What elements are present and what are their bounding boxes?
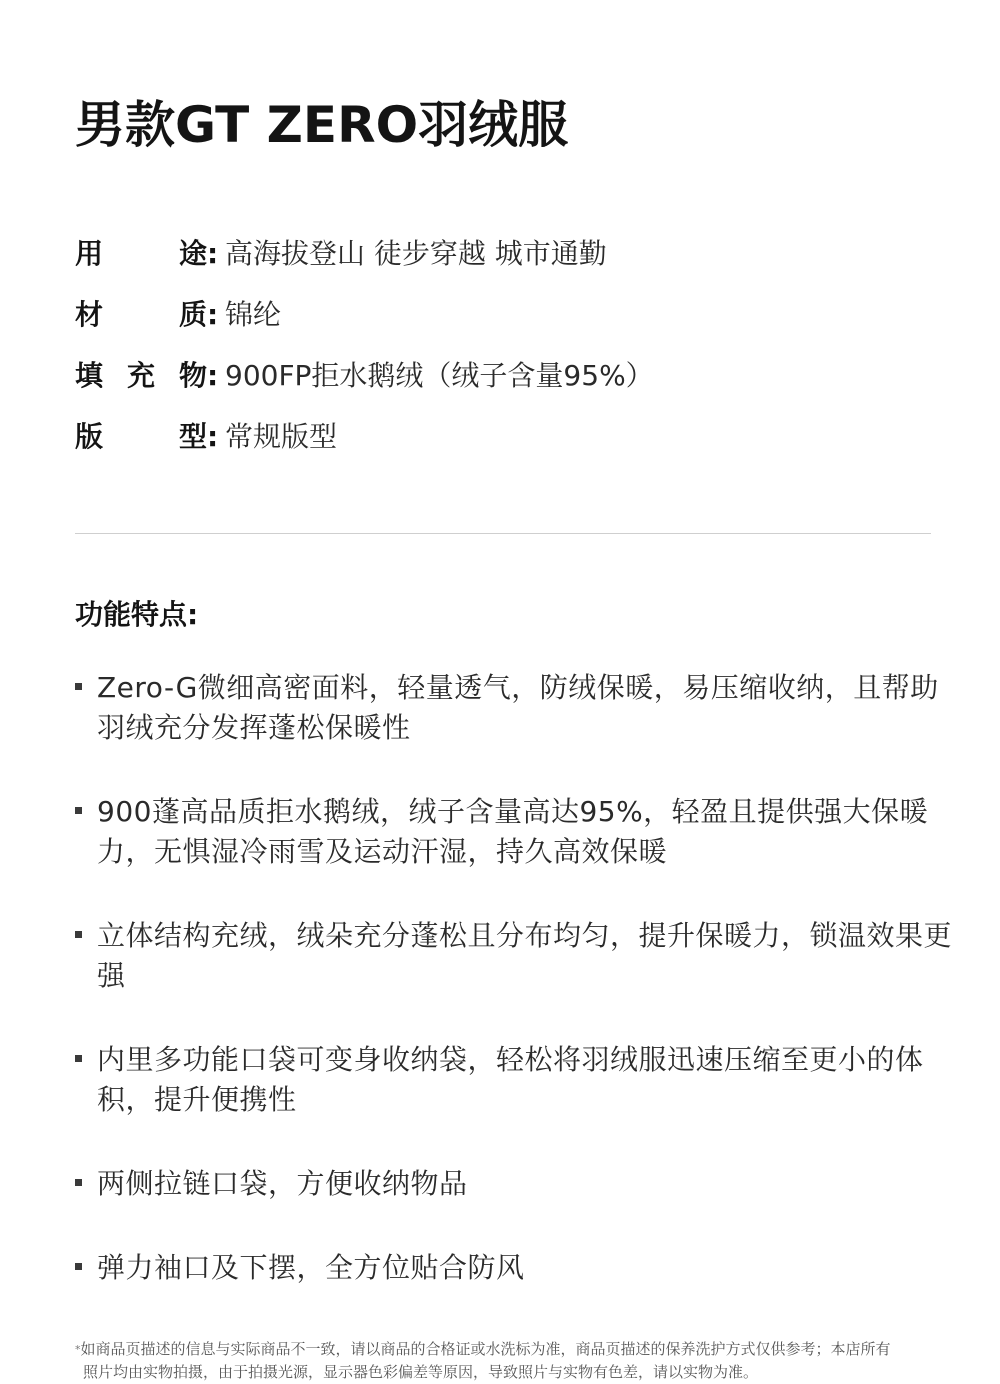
disclaimer-footnote: [75, 1338, 945, 1384]
feature-item: [75, 1164, 955, 1204]
bullet-square-icon: [75, 683, 82, 690]
spec-value: 900FP拒水鹅绒（绒子含量95%）: [225, 359, 654, 392]
feature-item: [75, 916, 955, 996]
spec-label-char: 型: [178, 420, 207, 453]
spec-label-char: 填: [75, 359, 104, 392]
bullet-square-icon: [75, 1055, 82, 1062]
spec-label-char: 充: [126, 359, 155, 392]
spec-row-usage: [75, 232, 654, 276]
bullet-square-icon: [75, 1263, 82, 1270]
bullet-square-icon: [75, 1179, 82, 1186]
feature-text: 弹力袖口及下摆，全方位贴合防风: [97, 1251, 525, 1284]
spec-row-material: [75, 293, 654, 337]
feature-item: [75, 1040, 955, 1120]
spec-label-char: 材: [75, 298, 104, 331]
spec-label-char: 途: [178, 237, 207, 270]
spec-row-fit: [75, 415, 654, 459]
feature-text: 内里多功能口袋可变身收纳袋，轻松将羽绒服迅速压缩至更小的体积，提升便携性: [97, 1043, 924, 1116]
footnote-line: 照片均由实物拍摄，由于拍摄光源，显示器色彩偏差等原因，导致照片与实物有色差，请以实物为准。: [83, 1363, 759, 1381]
section-divider: [75, 533, 931, 534]
footnote-line: 如商品页描述的信息与实际商品不一致，请以商品的合格证或水洗标为准，商品页描述的保养洗护方式仅供参考；本店所有: [80, 1340, 891, 1358]
feature-text: 900蓬高品质拒水鹅绒，绒子含量高达95%，轻盈且提供强大保暖力，无惧湿冷雨雪及运动汗湿，持久高效保暖: [97, 795, 929, 868]
feature-item: [75, 668, 955, 748]
spec-label: [75, 415, 207, 459]
feature-item: [75, 792, 955, 872]
spec-colon: :: [207, 237, 219, 270]
feature-item: [75, 1248, 955, 1288]
spec-value: 锦纶: [225, 298, 282, 331]
bullet-square-icon: [75, 931, 82, 938]
spec-label-char: 物: [178, 359, 207, 392]
spec-label: [75, 354, 207, 398]
spec-colon: :: [207, 298, 219, 331]
feature-text: 立体结构充绒，绒朵充分蓬松且分布均匀，提升保暖力，锁温效果更强: [97, 919, 953, 992]
spec-label: [75, 293, 207, 337]
features-title: 功能特点:: [75, 598, 199, 631]
spec-list: [75, 232, 654, 476]
spec-label-char: 用: [75, 237, 104, 270]
feature-text: Zero-G微细高密面料，轻量透气，防绒保暖，易压缩收纳，且帮助羽绒充分发挥蓬松保暖性: [97, 671, 939, 744]
spec-label-char: 质: [178, 298, 207, 331]
footnote-star: *: [75, 1343, 81, 1356]
spec-label-char: 版: [75, 420, 104, 453]
spec-colon: :: [207, 420, 219, 453]
spec-value: 高海拔登山 徒步穿越 城市通勤: [225, 237, 607, 270]
bullet-square-icon: [75, 807, 82, 814]
spec-colon: :: [207, 359, 219, 392]
spec-value: 常规版型: [225, 420, 338, 453]
spec-label: [75, 232, 207, 276]
spec-row-filling: [75, 354, 654, 398]
feature-text: 两侧拉链口袋，方便收纳物品: [97, 1167, 468, 1200]
product-title: 男款GT ZERO羽绒服: [75, 96, 569, 154]
